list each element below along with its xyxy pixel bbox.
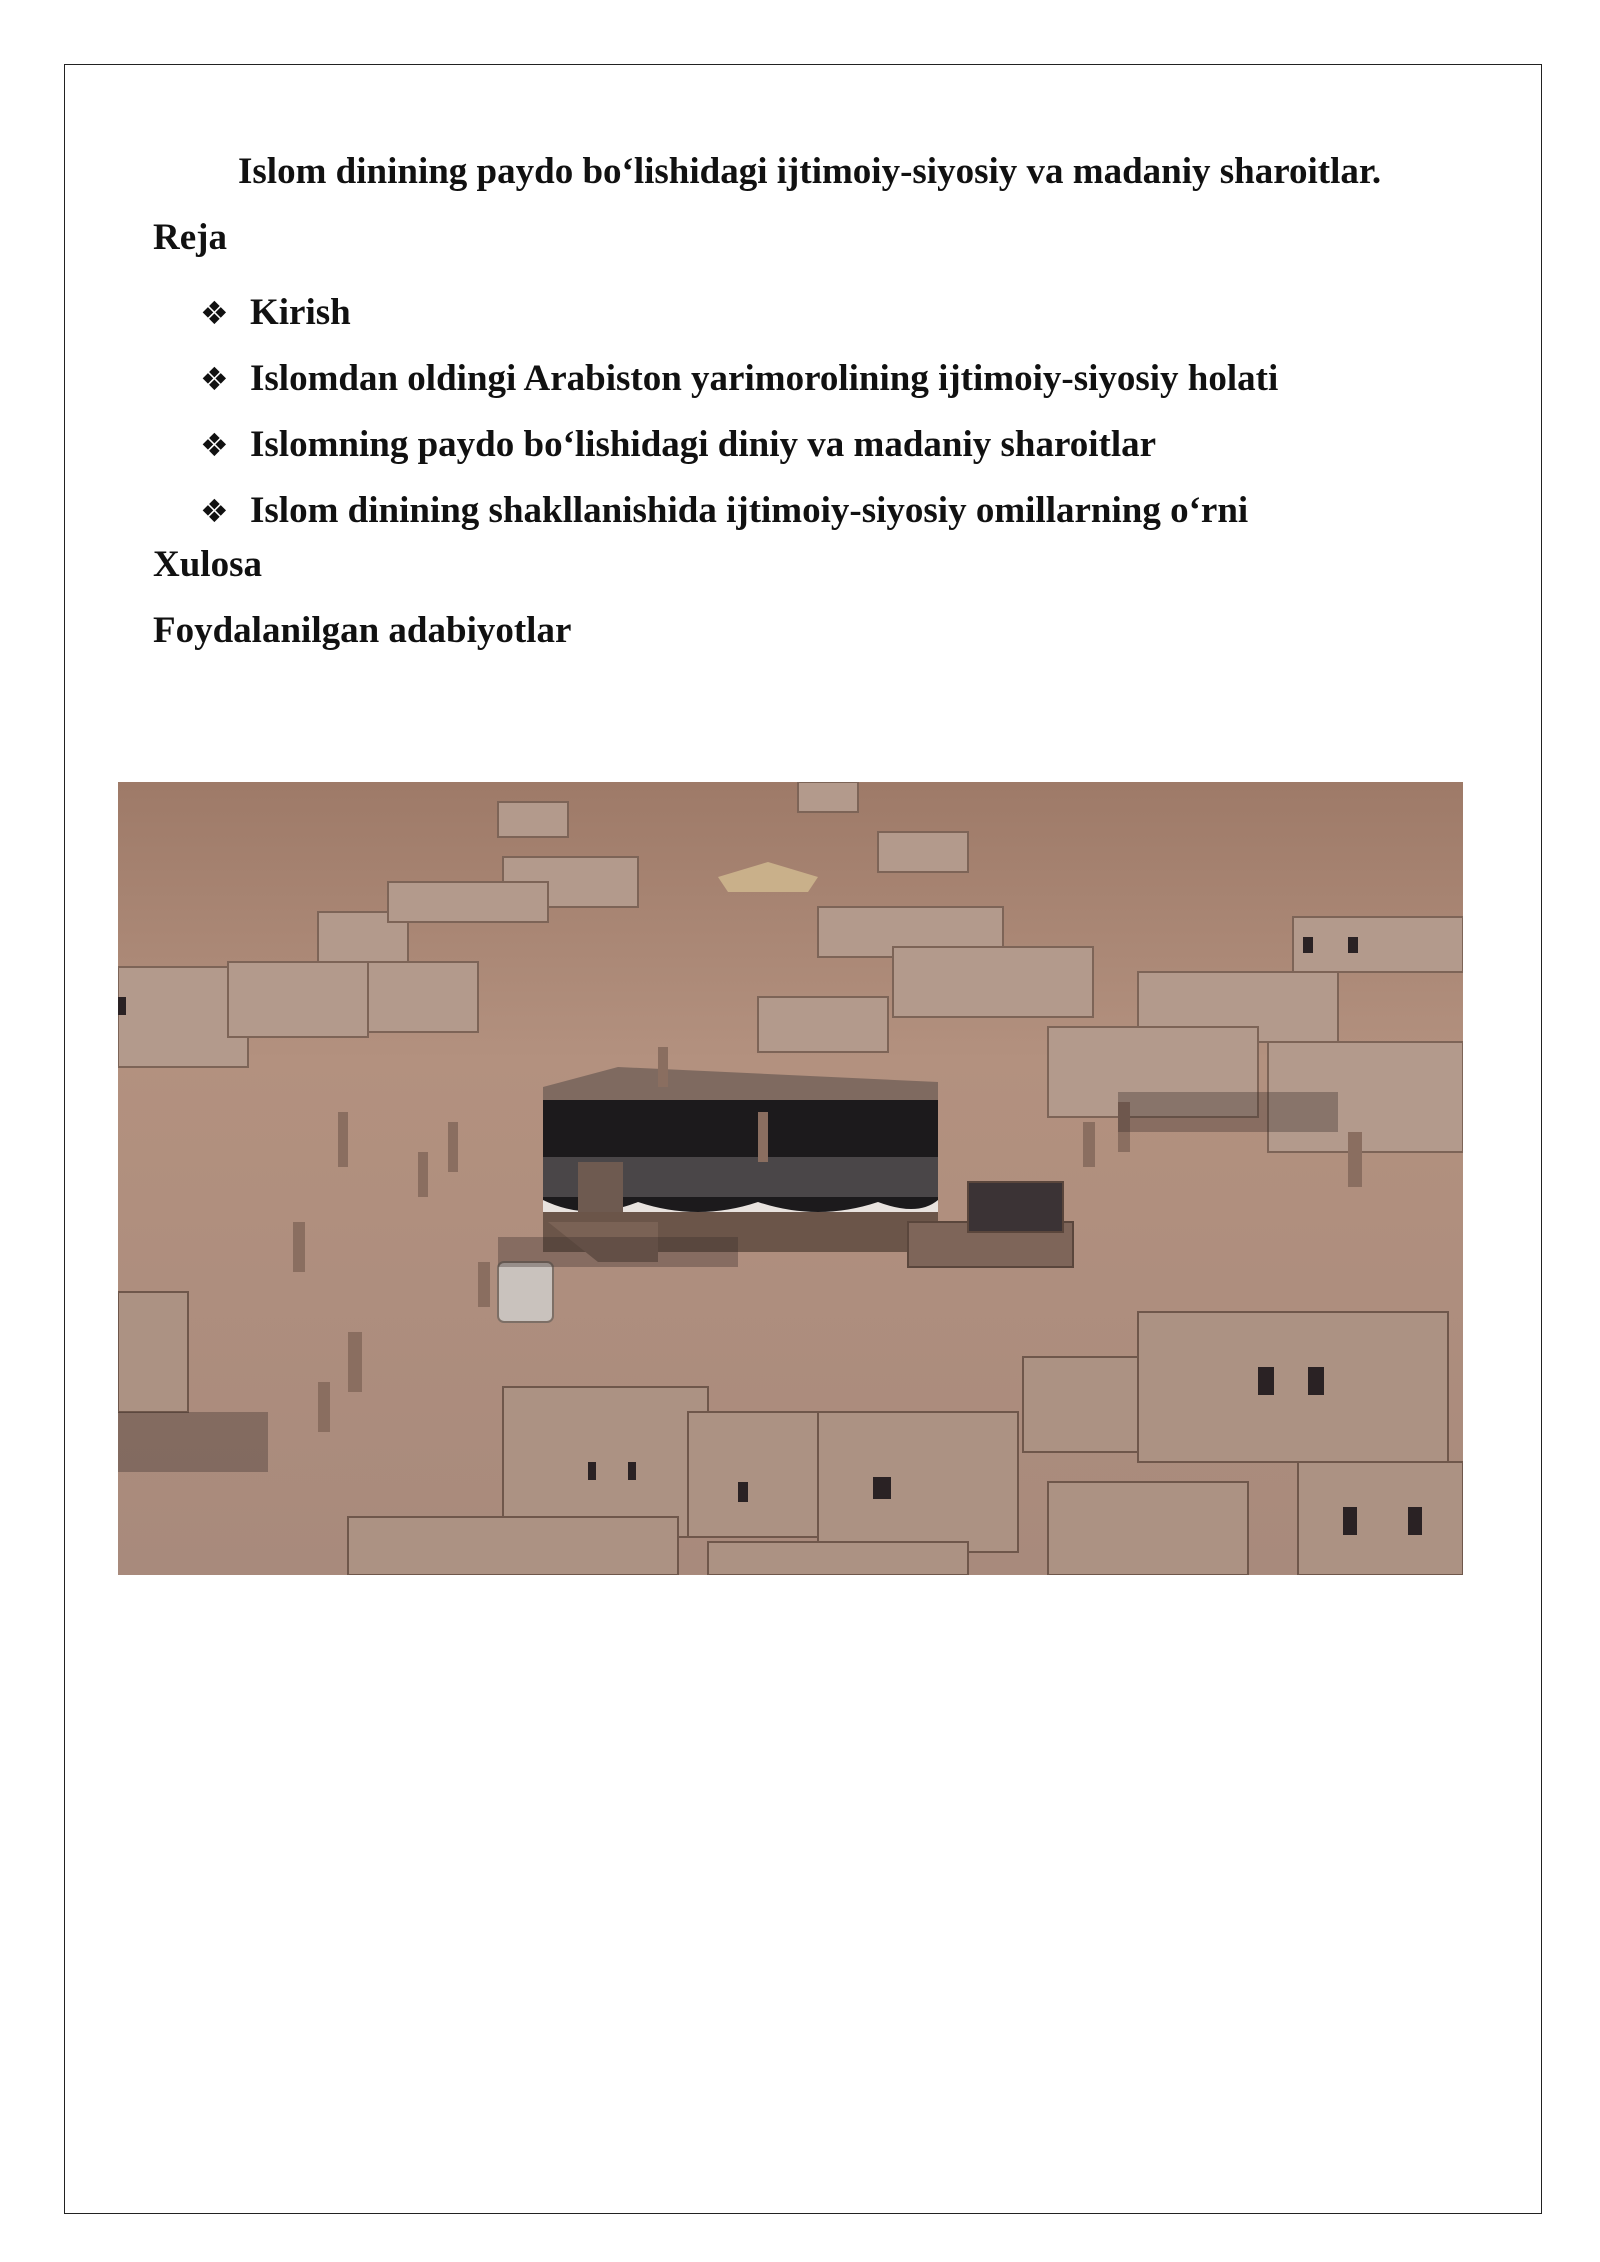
plan-list [200, 280, 1278, 544]
diamond-bullet-icon: ❖ [200, 294, 229, 332]
list-item [200, 346, 1278, 412]
plan-item-label: Islomning paydo bo‘lishidagi diniy va madaniy sharoitlar [250, 424, 1157, 465]
village-kaaba-photo [118, 782, 1463, 1575]
village-kaaba-illustration [118, 782, 1463, 1575]
diamond-bullet-icon: ❖ [200, 426, 229, 464]
page-title: Islom dinining paydo bo‘lishidagi ijtimoiy-siyosiy va madaniy sharoitlar. [238, 151, 1382, 192]
list-item [200, 280, 1278, 346]
plan-item-label: Islomdan oldingi Arabiston yarimorolining ijtimoiy-siyosiy holati [250, 358, 1279, 399]
list-item [200, 478, 1278, 544]
diamond-bullet-icon: ❖ [200, 360, 229, 398]
list-item [200, 412, 1278, 478]
conclusion-heading: Xulosa [153, 544, 262, 585]
plan-item-label: Kirish [250, 292, 351, 333]
plan-item-label: Islom dinining shakllanishida ijtimoiy-siyosiy omillarning o‘rni [250, 490, 1249, 531]
diamond-bullet-icon: ❖ [200, 492, 229, 530]
plan-heading: Reja [153, 217, 227, 258]
references-heading: Foydalanilgan adabiyotlar [153, 610, 572, 651]
